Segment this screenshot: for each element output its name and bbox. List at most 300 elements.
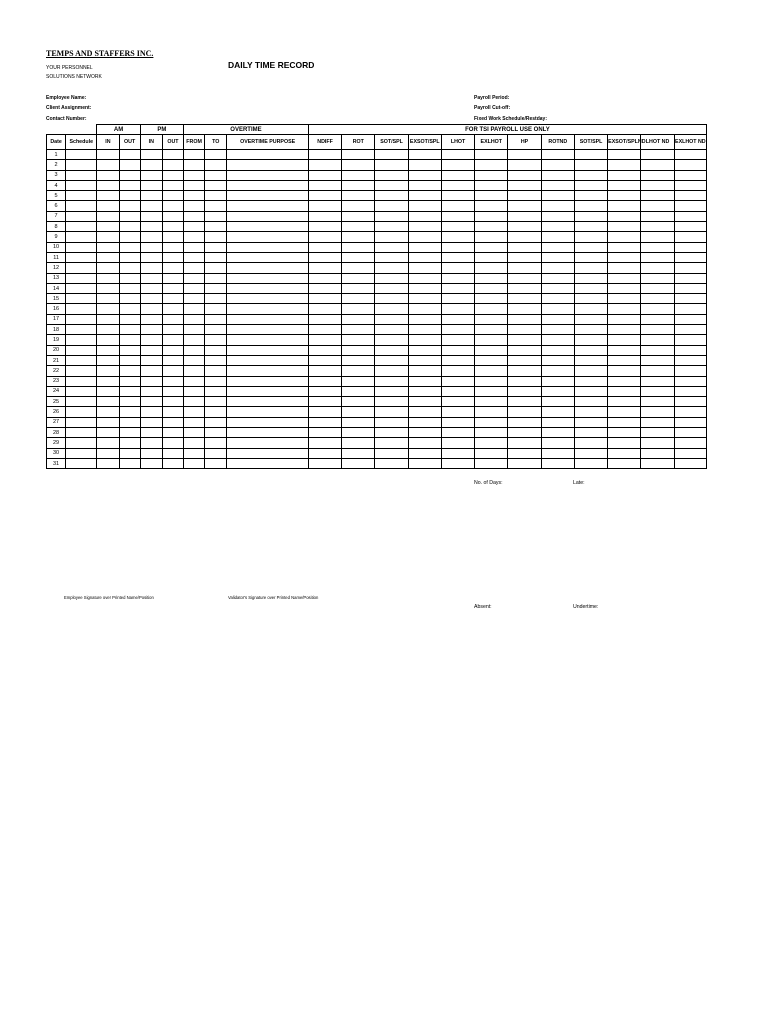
entry-cell[interactable] [162, 170, 183, 180]
entry-cell[interactable] [508, 325, 541, 335]
entry-cell[interactable] [674, 160, 706, 170]
entry-cell[interactable] [641, 448, 674, 458]
entry-cell[interactable] [641, 201, 674, 211]
entry-cell[interactable] [641, 407, 674, 417]
entry-cell[interactable] [574, 355, 607, 365]
entry-cell[interactable] [162, 448, 183, 458]
entry-cell[interactable] [441, 211, 474, 221]
entry-cell[interactable] [674, 294, 706, 304]
entry-cell[interactable] [140, 180, 162, 190]
entry-cell[interactable] [475, 386, 508, 396]
entry-cell[interactable] [441, 273, 474, 283]
entry-cell[interactable] [408, 211, 441, 221]
entry-cell[interactable] [641, 325, 674, 335]
entry-cell[interactable] [97, 314, 119, 324]
entry-cell[interactable] [508, 386, 541, 396]
entry-cell[interactable] [119, 252, 140, 262]
entry-cell[interactable] [66, 397, 97, 407]
entry-cell[interactable] [674, 170, 706, 180]
entry-cell[interactable] [162, 294, 183, 304]
entry-cell[interactable] [184, 242, 205, 252]
entry-cell[interactable] [475, 170, 508, 180]
entry-cell[interactable] [227, 263, 309, 273]
entry-cell[interactable] [227, 150, 309, 160]
entry-cell[interactable] [184, 314, 205, 324]
entry-cell[interactable] [574, 304, 607, 314]
entry-cell[interactable] [475, 252, 508, 262]
entry-cell[interactable] [475, 376, 508, 386]
entry-cell[interactable] [541, 170, 574, 180]
entry-cell[interactable] [674, 335, 706, 345]
entry-cell[interactable] [574, 252, 607, 262]
entry-cell[interactable] [162, 458, 183, 468]
entry-cell[interactable] [205, 438, 227, 448]
entry-cell[interactable] [541, 428, 574, 438]
entry-cell[interactable] [441, 252, 474, 262]
entry-cell[interactable] [342, 428, 375, 438]
entry-cell[interactable] [408, 232, 441, 242]
entry-cell[interactable] [227, 222, 309, 232]
entry-cell[interactable] [674, 191, 706, 201]
entry-cell[interactable] [408, 222, 441, 232]
entry-cell[interactable] [408, 345, 441, 355]
entry-cell[interactable] [119, 170, 140, 180]
entry-cell[interactable] [119, 283, 140, 293]
entry-cell[interactable] [119, 458, 140, 468]
entry-cell[interactable] [162, 397, 183, 407]
entry-cell[interactable] [608, 180, 641, 190]
entry-cell[interactable] [97, 273, 119, 283]
entry-cell[interactable] [508, 263, 541, 273]
entry-cell[interactable] [308, 314, 341, 324]
entry-cell[interactable] [140, 355, 162, 365]
entry-cell[interactable] [674, 458, 706, 468]
entry-cell[interactable] [66, 242, 97, 252]
entry-cell[interactable] [475, 314, 508, 324]
entry-cell[interactable] [140, 273, 162, 283]
entry-cell[interactable] [641, 304, 674, 314]
entry-cell[interactable] [205, 263, 227, 273]
entry-cell[interactable] [375, 232, 408, 242]
entry-cell[interactable] [674, 273, 706, 283]
entry-cell[interactable] [162, 386, 183, 396]
entry-cell[interactable] [308, 428, 341, 438]
entry-cell[interactable] [205, 170, 227, 180]
entry-cell[interactable] [475, 232, 508, 242]
entry-cell[interactable] [608, 211, 641, 221]
entry-cell[interactable] [342, 273, 375, 283]
entry-cell[interactable] [205, 201, 227, 211]
entry-cell[interactable] [66, 325, 97, 335]
entry-cell[interactable] [205, 252, 227, 262]
entry-cell[interactable] [674, 417, 706, 427]
entry-cell[interactable] [162, 191, 183, 201]
entry-cell[interactable] [408, 294, 441, 304]
entry-cell[interactable] [641, 252, 674, 262]
entry-cell[interactable] [119, 222, 140, 232]
entry-cell[interactable] [574, 407, 607, 417]
entry-cell[interactable] [441, 314, 474, 324]
entry-cell[interactable] [641, 345, 674, 355]
entry-cell[interactable] [574, 170, 607, 180]
entry-cell[interactable] [184, 232, 205, 242]
entry-cell[interactable] [641, 438, 674, 448]
entry-cell[interactable] [674, 428, 706, 438]
entry-cell[interactable] [227, 180, 309, 190]
entry-cell[interactable] [66, 448, 97, 458]
entry-cell[interactable] [674, 325, 706, 335]
entry-cell[interactable] [184, 417, 205, 427]
entry-cell[interactable] [475, 417, 508, 427]
entry-cell[interactable] [140, 201, 162, 211]
entry-cell[interactable] [674, 304, 706, 314]
entry-cell[interactable] [541, 355, 574, 365]
entry-cell[interactable] [162, 180, 183, 190]
entry-cell[interactable] [205, 376, 227, 386]
entry-cell[interactable] [97, 366, 119, 376]
entry-cell[interactable] [641, 211, 674, 221]
entry-cell[interactable] [674, 448, 706, 458]
entry-cell[interactable] [205, 180, 227, 190]
entry-cell[interactable] [227, 211, 309, 221]
entry-cell[interactable] [441, 386, 474, 396]
entry-cell[interactable] [408, 397, 441, 407]
entry-cell[interactable] [441, 366, 474, 376]
entry-cell[interactable] [608, 222, 641, 232]
entry-cell[interactable] [574, 386, 607, 396]
entry-cell[interactable] [308, 263, 341, 273]
entry-cell[interactable] [475, 438, 508, 448]
entry-cell[interactable] [408, 150, 441, 160]
entry-cell[interactable] [508, 191, 541, 201]
entry-cell[interactable] [66, 180, 97, 190]
entry-cell[interactable] [574, 273, 607, 283]
entry-cell[interactable] [140, 386, 162, 396]
entry-cell[interactable] [227, 201, 309, 211]
entry-cell[interactable] [342, 458, 375, 468]
entry-cell[interactable] [308, 160, 341, 170]
entry-cell[interactable] [641, 242, 674, 252]
entry-cell[interactable] [184, 294, 205, 304]
entry-cell[interactable] [475, 397, 508, 407]
entry-cell[interactable] [574, 222, 607, 232]
entry-cell[interactable] [140, 263, 162, 273]
entry-cell[interactable] [308, 201, 341, 211]
entry-cell[interactable] [608, 314, 641, 324]
entry-cell[interactable] [641, 428, 674, 438]
entry-cell[interactable] [140, 283, 162, 293]
entry-cell[interactable] [641, 150, 674, 160]
entry-cell[interactable] [508, 345, 541, 355]
entry-cell[interactable] [441, 355, 474, 365]
entry-cell[interactable] [408, 458, 441, 468]
entry-cell[interactable] [227, 170, 309, 180]
entry-cell[interactable] [574, 242, 607, 252]
entry-cell[interactable] [162, 366, 183, 376]
entry-cell[interactable] [162, 242, 183, 252]
entry-cell[interactable] [227, 448, 309, 458]
entry-cell[interactable] [342, 283, 375, 293]
entry-cell[interactable] [227, 242, 309, 252]
entry-cell[interactable] [119, 180, 140, 190]
entry-cell[interactable] [674, 386, 706, 396]
entry-cell[interactable] [184, 283, 205, 293]
entry-cell[interactable] [308, 376, 341, 386]
entry-cell[interactable] [641, 458, 674, 468]
entry-cell[interactable] [140, 232, 162, 242]
entry-cell[interactable] [408, 283, 441, 293]
entry-cell[interactable] [541, 345, 574, 355]
entry-cell[interactable] [408, 170, 441, 180]
entry-cell[interactable] [475, 201, 508, 211]
entry-cell[interactable] [162, 304, 183, 314]
entry-cell[interactable] [541, 222, 574, 232]
entry-cell[interactable] [184, 201, 205, 211]
entry-cell[interactable] [608, 191, 641, 201]
entry-cell[interactable] [97, 294, 119, 304]
entry-cell[interactable] [162, 355, 183, 365]
entry-cell[interactable] [475, 304, 508, 314]
entry-cell[interactable] [541, 376, 574, 386]
entry-cell[interactable] [641, 397, 674, 407]
entry-cell[interactable] [574, 458, 607, 468]
entry-cell[interactable] [227, 252, 309, 262]
entry-cell[interactable] [205, 407, 227, 417]
entry-cell[interactable] [162, 222, 183, 232]
entry-cell[interactable] [608, 325, 641, 335]
entry-cell[interactable] [308, 294, 341, 304]
entry-cell[interactable] [608, 355, 641, 365]
entry-cell[interactable] [308, 335, 341, 345]
entry-cell[interactable] [140, 458, 162, 468]
entry-cell[interactable] [184, 304, 205, 314]
entry-cell[interactable] [184, 386, 205, 396]
entry-cell[interactable] [475, 263, 508, 273]
entry-cell[interactable] [641, 170, 674, 180]
entry-cell[interactable] [375, 201, 408, 211]
entry-cell[interactable] [342, 417, 375, 427]
entry-cell[interactable] [541, 273, 574, 283]
entry-cell[interactable] [508, 294, 541, 304]
entry-cell[interactable] [508, 304, 541, 314]
entry-cell[interactable] [162, 376, 183, 386]
entry-cell[interactable] [119, 232, 140, 242]
entry-cell[interactable] [674, 242, 706, 252]
entry-cell[interactable] [184, 222, 205, 232]
entry-cell[interactable] [205, 458, 227, 468]
entry-cell[interactable] [140, 211, 162, 221]
entry-cell[interactable] [97, 428, 119, 438]
entry-cell[interactable] [162, 283, 183, 293]
entry-cell[interactable] [342, 335, 375, 345]
entry-cell[interactable] [342, 448, 375, 458]
entry-cell[interactable] [205, 448, 227, 458]
entry-cell[interactable] [97, 160, 119, 170]
entry-cell[interactable] [140, 222, 162, 232]
entry-cell[interactable] [375, 252, 408, 262]
entry-cell[interactable] [66, 263, 97, 273]
entry-cell[interactable] [162, 417, 183, 427]
entry-cell[interactable] [97, 232, 119, 242]
entry-cell[interactable] [375, 283, 408, 293]
entry-cell[interactable] [97, 397, 119, 407]
entry-cell[interactable] [140, 397, 162, 407]
entry-cell[interactable] [342, 252, 375, 262]
entry-cell[interactable] [608, 345, 641, 355]
entry-cell[interactable] [541, 438, 574, 448]
entry-cell[interactable] [119, 438, 140, 448]
entry-cell[interactable] [97, 386, 119, 396]
entry-cell[interactable] [66, 211, 97, 221]
entry-cell[interactable] [184, 150, 205, 160]
entry-cell[interactable] [608, 376, 641, 386]
entry-cell[interactable] [608, 438, 641, 448]
entry-cell[interactable] [66, 150, 97, 160]
entry-cell[interactable] [674, 211, 706, 221]
entry-cell[interactable] [375, 397, 408, 407]
entry-cell[interactable] [375, 366, 408, 376]
entry-cell[interactable] [140, 150, 162, 160]
entry-cell[interactable] [441, 428, 474, 438]
entry-cell[interactable] [574, 294, 607, 304]
entry-cell[interactable] [541, 294, 574, 304]
entry-cell[interactable] [140, 417, 162, 427]
entry-cell[interactable] [475, 150, 508, 160]
entry-cell[interactable] [308, 355, 341, 365]
entry-cell[interactable] [342, 191, 375, 201]
entry-cell[interactable] [119, 335, 140, 345]
entry-cell[interactable] [184, 252, 205, 262]
entry-cell[interactable] [227, 428, 309, 438]
entry-cell[interactable] [541, 263, 574, 273]
entry-cell[interactable] [408, 417, 441, 427]
entry-cell[interactable] [162, 438, 183, 448]
entry-cell[interactable] [541, 397, 574, 407]
entry-cell[interactable] [441, 222, 474, 232]
entry-cell[interactable] [140, 252, 162, 262]
entry-cell[interactable] [342, 386, 375, 396]
entry-cell[interactable] [541, 386, 574, 396]
entry-cell[interactable] [342, 211, 375, 221]
entry-cell[interactable] [342, 201, 375, 211]
entry-cell[interactable] [205, 397, 227, 407]
entry-cell[interactable] [408, 366, 441, 376]
entry-cell[interactable] [508, 283, 541, 293]
entry-cell[interactable] [441, 294, 474, 304]
entry-cell[interactable] [508, 458, 541, 468]
entry-cell[interactable] [375, 304, 408, 314]
entry-cell[interactable] [574, 314, 607, 324]
entry-cell[interactable] [641, 180, 674, 190]
entry-cell[interactable] [375, 314, 408, 324]
entry-cell[interactable] [375, 448, 408, 458]
entry-cell[interactable] [541, 283, 574, 293]
entry-cell[interactable] [574, 201, 607, 211]
entry-cell[interactable] [441, 407, 474, 417]
entry-cell[interactable] [140, 376, 162, 386]
entry-cell[interactable] [66, 222, 97, 232]
entry-cell[interactable] [227, 191, 309, 201]
entry-cell[interactable] [140, 170, 162, 180]
entry-cell[interactable] [375, 191, 408, 201]
entry-cell[interactable] [375, 417, 408, 427]
entry-cell[interactable] [674, 201, 706, 211]
entry-cell[interactable] [66, 355, 97, 365]
entry-cell[interactable] [475, 355, 508, 365]
entry-cell[interactable] [541, 448, 574, 458]
entry-cell[interactable] [66, 386, 97, 396]
entry-cell[interactable] [162, 428, 183, 438]
entry-cell[interactable] [508, 417, 541, 427]
entry-cell[interactable] [97, 150, 119, 160]
entry-cell[interactable] [641, 160, 674, 170]
entry-cell[interactable] [541, 180, 574, 190]
entry-cell[interactable] [574, 366, 607, 376]
entry-cell[interactable] [119, 211, 140, 221]
entry-cell[interactable] [674, 438, 706, 448]
entry-cell[interactable] [119, 191, 140, 201]
entry-cell[interactable] [162, 160, 183, 170]
entry-cell[interactable] [375, 160, 408, 170]
entry-cell[interactable] [441, 242, 474, 252]
entry-cell[interactable] [342, 180, 375, 190]
entry-cell[interactable] [308, 150, 341, 160]
entry-cell[interactable] [674, 283, 706, 293]
entry-cell[interactable] [574, 263, 607, 273]
entry-cell[interactable] [408, 355, 441, 365]
entry-cell[interactable] [184, 366, 205, 376]
entry-cell[interactable] [375, 273, 408, 283]
entry-cell[interactable] [227, 355, 309, 365]
entry-cell[interactable] [342, 438, 375, 448]
entry-cell[interactable] [541, 232, 574, 242]
entry-cell[interactable] [674, 150, 706, 160]
entry-cell[interactable] [641, 417, 674, 427]
entry-cell[interactable] [308, 273, 341, 283]
entry-cell[interactable] [375, 376, 408, 386]
entry-cell[interactable] [66, 232, 97, 242]
entry-cell[interactable] [205, 417, 227, 427]
entry-cell[interactable] [508, 314, 541, 324]
entry-cell[interactable] [508, 335, 541, 345]
entry-cell[interactable] [408, 252, 441, 262]
entry-cell[interactable] [475, 366, 508, 376]
entry-cell[interactable] [205, 428, 227, 438]
entry-cell[interactable] [227, 376, 309, 386]
entry-cell[interactable] [541, 325, 574, 335]
entry-cell[interactable] [205, 283, 227, 293]
entry-cell[interactable] [574, 191, 607, 201]
entry-cell[interactable] [205, 314, 227, 324]
entry-cell[interactable] [97, 180, 119, 190]
entry-cell[interactable] [608, 458, 641, 468]
entry-cell[interactable] [641, 355, 674, 365]
entry-cell[interactable] [97, 345, 119, 355]
entry-cell[interactable] [119, 448, 140, 458]
entry-cell[interactable] [574, 232, 607, 242]
entry-cell[interactable] [641, 232, 674, 242]
entry-cell[interactable] [97, 191, 119, 201]
entry-cell[interactable] [205, 345, 227, 355]
entry-cell[interactable] [674, 397, 706, 407]
entry-cell[interactable] [308, 232, 341, 242]
entry-cell[interactable] [608, 273, 641, 283]
entry-cell[interactable] [674, 252, 706, 262]
entry-cell[interactable] [408, 335, 441, 345]
entry-cell[interactable] [342, 407, 375, 417]
entry-cell[interactable] [574, 397, 607, 407]
entry-cell[interactable] [408, 191, 441, 201]
